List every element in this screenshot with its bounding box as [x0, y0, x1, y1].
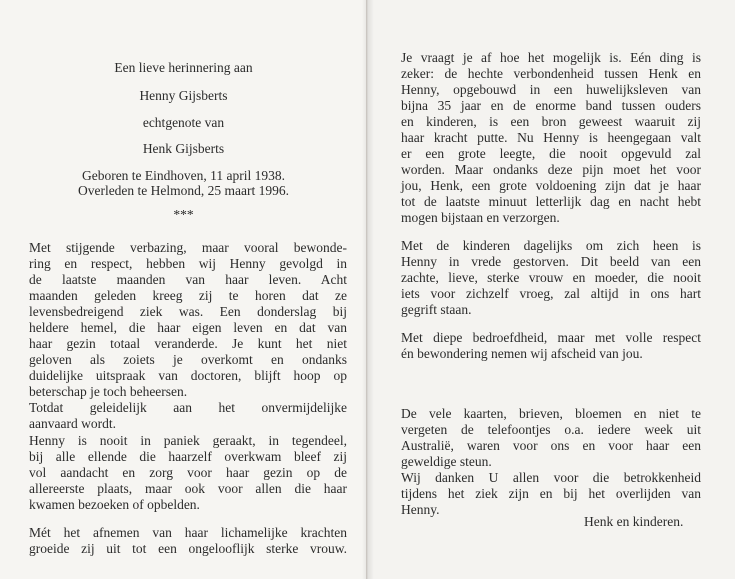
separator-stars: *** [173, 207, 194, 222]
text-line: Met diepe bedroefdheid, maar met volle respect [401, 330, 701, 345]
text-line: haar gezin totaal veranderde. Je kunt het niet [29, 336, 347, 351]
text-line: kwamen bezoeken of opbelden. [29, 497, 200, 512]
text-line: Henny in vrede gestorven. Dit beeld van een [401, 254, 701, 269]
text-line: De vele kaarten, brieven, bloemen en niet te [401, 406, 701, 421]
text-line: Mét het afnemen van haar lichamelijke krachten [29, 525, 347, 540]
text-line: aanvaard wordt. [29, 416, 116, 431]
text-line: Henny. [401, 502, 440, 517]
intro-line: Een lieve herinnering aan [114, 60, 253, 75]
text-line: iets voor zichzelf vroeg, zal altijd in ons hart [401, 286, 701, 301]
text-line: duidelijke uitspraak van doctoren, blijft hoop op [29, 368, 347, 383]
birth-line: Geboren te Eindhoven, 11 april 1938. [81, 168, 286, 183]
text-line: zeker: de hechte verbondenheid tussen Henk en [401, 66, 701, 81]
text-line: zachte, lieve, sterke vrouw en moeder, die nooit [401, 270, 701, 285]
signature: Henk en kinderen. [584, 514, 684, 529]
text-line: haar kracht putte. Nu Henny is heengegaan valt [401, 130, 701, 145]
text-line: vergeten de telefoontjes o.a. iedere week uit [401, 422, 701, 437]
text-line: vol aandacht en zorg voor haar gezin op de [29, 465, 347, 480]
text-line: tijdens het ziek zijn en bij het overlijden van [401, 486, 701, 501]
text-line: Henny, opgebouwd in een huwelijksleven van [401, 82, 701, 97]
text-line: gegrift staan. [401, 302, 472, 317]
text-line: Wij danken U allen voor die betrokkenheid [401, 470, 701, 485]
text-line: Henny is nooit in paniek geraakt, in tegendeel, [29, 433, 347, 448]
spouse-name: Henk Gijsberts [142, 141, 225, 156]
text-line: Met stijgende verbazing, maar vooral bewonde- [29, 240, 347, 255]
text-line: geloven als zoiets je overkomt en ondanks [29, 352, 347, 367]
text-line: en kinderen, is een bron geweest waaruit zij [401, 114, 701, 129]
text-line: groeide zij uit tot een ongelooflijk sterke vrouw. [29, 541, 347, 556]
text-line: Met de kinderen dagelijks om zich heen is [401, 238, 701, 253]
text-line: Totdat geleidelijk aan het onvermijdelijke [29, 400, 347, 415]
text-line: Je vraagt je af hoe het mogelijk is. Eén ding is [401, 50, 701, 65]
spouse-caption: echtgenote van [142, 115, 225, 130]
text-line: beterschap je toch beheersen. [29, 384, 188, 399]
deceased-name: Henny Gijsberts [139, 88, 228, 103]
text-line: ring en respect, hebben wij Henny gevolgd in [29, 256, 347, 271]
text-line: bij alle ellende die haarzelf overkwam bleef zij [29, 449, 347, 464]
left-page [0, 0, 367, 579]
text-line: de laatste maanden van haar leven. Acht [29, 272, 347, 287]
text-line: tot de laatste minuut letterlijk dag en nacht hebt [401, 194, 701, 209]
text-line: worden. Maar ondanks deze pijn moet het voor [401, 162, 701, 177]
death-line: Overleden te Helmond, 25 maart 1996. [77, 183, 290, 198]
page-fold [362, 0, 374, 579]
text-line: levensbedreigend ziek was. Een donderslag bij [29, 304, 347, 319]
text-line: én bewondering nemen wij afscheid van jou. [401, 346, 643, 361]
text-line: maanden geleden kreeg zij te horen dat ze [29, 288, 347, 303]
text-line: allereerste plaats, maar ook voor allen die haar [29, 481, 347, 496]
text-line: Australië, waren voor ons en voor haar een [401, 438, 701, 453]
text-line: geweldige steun. [401, 454, 492, 469]
text-line: heldere hemel, die haar eigen leven en dat van [29, 320, 347, 335]
text-line: mogen bijstaan en verzorgen. [401, 210, 560, 225]
text-line: jou, Henk, een grote voldoening zijn dat je haar [401, 178, 701, 193]
text-line: bijna 35 jaar en de enorme band tussen ouders [401, 98, 701, 113]
right-page [368, 0, 735, 579]
text-line: er een grote leegte, die nooit opgevuld zal [401, 146, 701, 161]
